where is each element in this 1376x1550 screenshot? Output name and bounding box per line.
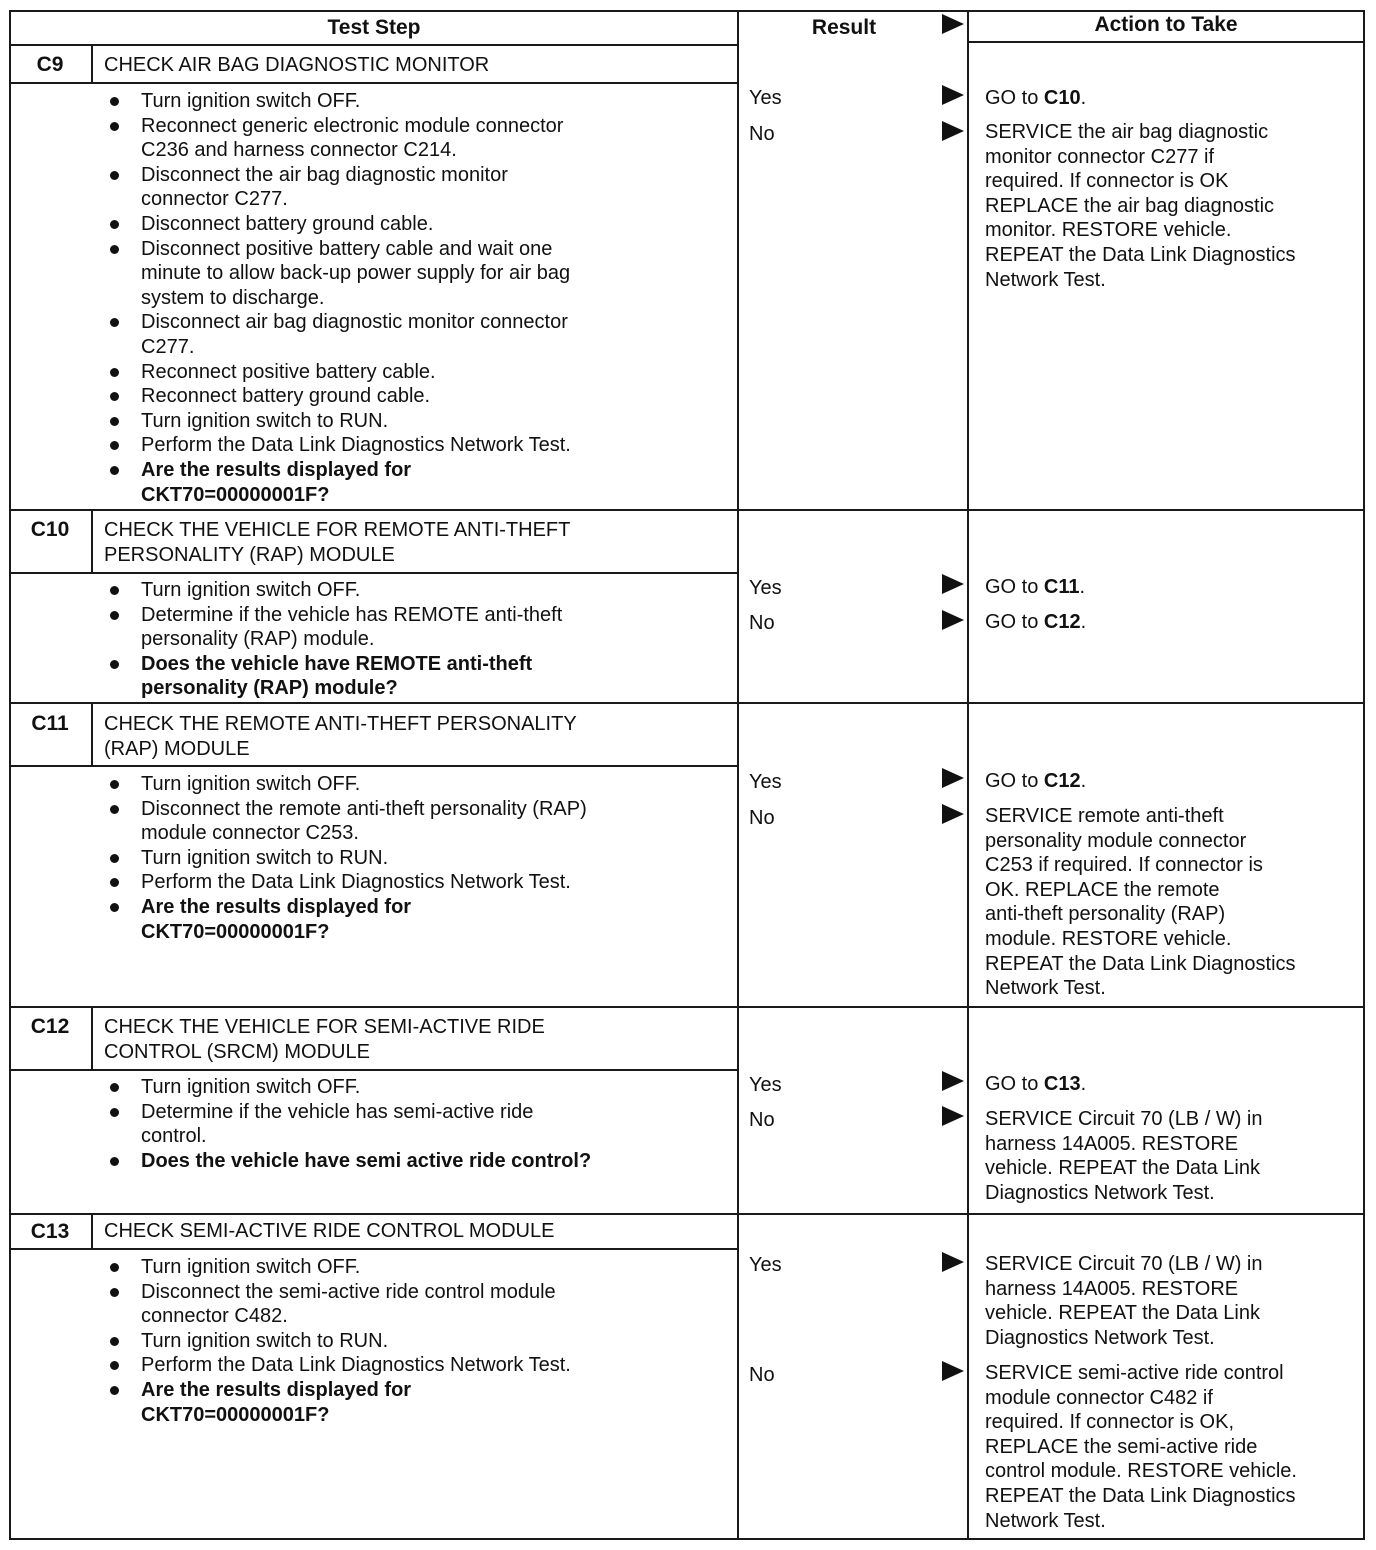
- action-yes: SERVICE Circuit 70 (LB / W) in harness 14A005. RESTORE vehicle. REPEAT the Data Link Diagnostics Network Test.: [985, 1253, 1263, 1349]
- arrow-icon: [942, 610, 964, 630]
- list-item: Disconnect the air bag diagnostic monitor connector C277.: [102, 163, 571, 212]
- arrow-icon: [942, 85, 964, 105]
- arrow-icon: [942, 574, 964, 594]
- bullet-icon: [110, 1083, 119, 1092]
- rule-line: [9, 702, 1365, 704]
- list-item: Disconnect the semi-active ride control module connector C482.: [102, 1280, 571, 1329]
- bullet-icon: [110, 122, 119, 131]
- step-bullets: [102, 1075, 591, 1173]
- bullet-icon: [110, 805, 119, 814]
- arrow-icon: [942, 768, 964, 788]
- rule-line: [9, 572, 739, 574]
- step-id: C13: [30, 1220, 70, 1243]
- step-title: CHECK AIR BAG DIAGNOSTIC MONITOR: [104, 54, 490, 76]
- list-item: Turn ignition switch OFF.: [102, 89, 571, 114]
- rule-line: [9, 1538, 1365, 1540]
- list-item: Determine if the vehicle has semi-active ride control.: [102, 1100, 591, 1149]
- step-id: C9: [36, 53, 64, 76]
- result-no: No: [749, 123, 775, 145]
- result-yes: Yes: [749, 1254, 782, 1276]
- arrow-icon: [942, 804, 964, 824]
- list-item: Reconnect positive battery cable.: [102, 360, 571, 385]
- bullet-icon: [110, 854, 119, 863]
- bullet-icon: [110, 97, 119, 106]
- bullet-icon: [110, 245, 119, 254]
- bullet-icon: [110, 1361, 119, 1370]
- result-yes: Yes: [749, 771, 782, 793]
- rule-line: [9, 10, 1365, 12]
- step-id: C11: [31, 712, 69, 735]
- list-item: Turn ignition switch OFF.: [102, 772, 587, 797]
- header-result: Result: [811, 16, 877, 39]
- rule-line: [9, 82, 739, 84]
- step-title: CHECK THE VEHICLE FOR REMOTE ANTI-THEFT PERSONALITY (RAP) MODULE: [104, 519, 571, 566]
- rule-line: [9, 1069, 739, 1071]
- rule-line: [737, 10, 739, 1540]
- action-yes: GO to C13.: [985, 1073, 1087, 1095]
- rule-line: [91, 1006, 93, 1070]
- rule-line: [91, 702, 93, 766]
- rule-line: [9, 509, 1365, 511]
- list-item: Disconnect positive battery cable and wait one minute to allow back-up power supply for air bag system to discharge.: [102, 237, 571, 311]
- action-no: SERVICE remote anti-theft personality module connector C253 if required. If connector is OK. REPLACE the remote anti-theft personality (RAP) module. RESTORE vehicle. REPEAT the Data Link Diagnostics Network Test.: [985, 805, 1296, 1000]
- bullet-icon: [110, 318, 119, 327]
- rule-line: [9, 765, 739, 767]
- step-id: C12: [30, 1015, 70, 1038]
- list-item: Turn ignition switch OFF.: [102, 1075, 591, 1100]
- action-no: SERVICE semi-active ride control module connector C482 if required. If connector is OK, REPLACE the semi-active ride control module. RESTORE vehicle. REPEAT the Data Link Diagnostics Network Test.: [985, 1362, 1297, 1532]
- header-action: Action to Take: [1094, 13, 1238, 36]
- bullet-icon: [110, 1108, 119, 1117]
- bullet-icon: [110, 171, 119, 180]
- step-bullets: [102, 578, 562, 701]
- bullet-icon: [110, 878, 119, 887]
- bullet-icon: [110, 368, 119, 377]
- list-item: Perform the Data Link Diagnostics Network Test.: [102, 433, 571, 458]
- list-item: Turn ignition switch to RUN.: [102, 1329, 571, 1354]
- action-yes: GO to C12.: [985, 770, 1087, 792]
- bullet-icon: [110, 441, 119, 450]
- list-item: Disconnect air bag diagnostic monitor connector C277.: [102, 310, 571, 359]
- bullet-icon: [110, 780, 119, 789]
- question-item: Are the results displayed for CKT70=00000001F?: [102, 458, 571, 507]
- bullet-icon: [110, 1337, 119, 1346]
- list-item: Turn ignition switch to RUN.: [102, 409, 571, 434]
- step-bullets: [102, 1255, 571, 1427]
- step-bullets: [102, 89, 571, 507]
- action-no: SERVICE the air bag diagnostic monitor connector C277 if required. If connector is OK REPLACE the air bag diagnostic monitor. RESTORE vehicle. REPEAT the Data Link Diagnostics Network Test.: [985, 121, 1296, 291]
- result-no: No: [749, 1364, 775, 1386]
- question-item: Does the vehicle have semi active ride control?: [102, 1149, 591, 1174]
- list-item: Perform the Data Link Diagnostics Network Test.: [102, 870, 587, 895]
- bullet-icon: [110, 1386, 119, 1395]
- result-no: No: [749, 612, 775, 634]
- rule-line: [91, 509, 93, 573]
- arrow-icon: [942, 1361, 964, 1381]
- rule-line: [91, 44, 93, 82]
- bullet-icon: [110, 392, 119, 401]
- list-item: Turn ignition switch OFF.: [102, 1255, 571, 1280]
- result-yes: Yes: [749, 577, 782, 599]
- rule-line: [967, 10, 969, 1540]
- list-item: Disconnect the remote anti-theft personality (RAP) module connector C253.: [102, 797, 587, 846]
- rule-line: [9, 1213, 1365, 1215]
- bullet-icon: [110, 1157, 119, 1166]
- question-item: Are the results displayed for CKT70=00000001F?: [102, 895, 587, 944]
- list-item: Turn ignition switch OFF.: [102, 578, 562, 603]
- bullet-icon: [110, 611, 119, 620]
- result-no: No: [749, 807, 775, 829]
- arrow-icon: [942, 1252, 964, 1272]
- question-item: Does the vehicle have REMOTE anti-theft personality (RAP) module?: [102, 652, 562, 701]
- rule-line: [967, 41, 1365, 43]
- bullet-icon: [110, 1263, 119, 1272]
- step-title: CHECK THE VEHICLE FOR SEMI-ACTIVE RIDE CONTROL (SRCM) MODULE: [104, 1016, 545, 1063]
- bullet-icon: [110, 466, 119, 475]
- step-bullets: [102, 772, 587, 944]
- bullet-icon: [110, 660, 119, 669]
- result-yes: Yes: [749, 87, 782, 109]
- arrow-icon: [942, 121, 964, 141]
- bullet-icon: [110, 1288, 119, 1297]
- list-item: Perform the Data Link Diagnostics Network Test.: [102, 1353, 571, 1378]
- rule-line: [9, 1006, 1365, 1008]
- step-id: C10: [30, 518, 70, 541]
- list-item: Reconnect battery ground cable.: [102, 384, 571, 409]
- question-item: Are the results displayed for CKT70=00000001F?: [102, 1378, 571, 1427]
- action-yes: GO to C11.: [985, 576, 1086, 598]
- rule-line: [9, 10, 11, 1540]
- rule-line: [9, 44, 739, 46]
- step-title: CHECK SEMI-ACTIVE RIDE CONTROL MODULE: [104, 1220, 555, 1242]
- header-test-step: Test Step: [327, 16, 421, 39]
- action-no: GO to C12.: [985, 611, 1087, 633]
- step-title: CHECK THE REMOTE ANTI-THEFT PERSONALITY (RAP) MODULE: [104, 713, 577, 760]
- bullet-icon: [110, 586, 119, 595]
- rule-line: [91, 1213, 93, 1250]
- list-item: Determine if the vehicle has REMOTE anti-theft personality (RAP) module.: [102, 603, 562, 652]
- bullet-icon: [110, 903, 119, 912]
- arrow-icon: [942, 1071, 964, 1091]
- list-item: Disconnect battery ground cable.: [102, 212, 571, 237]
- arrow-icon: [942, 1106, 964, 1126]
- rule-line: [1363, 10, 1365, 1540]
- result-yes: Yes: [749, 1074, 782, 1096]
- bullet-icon: [110, 220, 119, 229]
- action-no: SERVICE Circuit 70 (LB / W) in harness 14A005. RESTORE vehicle. REPEAT the Data Link Diagnostics Network Test.: [985, 1108, 1263, 1204]
- list-item: Reconnect generic electronic module connector C236 and harness connector C214.: [102, 114, 571, 163]
- arrow-icon: [942, 14, 964, 34]
- bullet-icon: [110, 417, 119, 426]
- list-item: Turn ignition switch to RUN.: [102, 846, 587, 871]
- rule-line: [9, 1248, 739, 1250]
- action-yes: GO to C10.: [985, 87, 1087, 109]
- result-no: No: [749, 1109, 775, 1131]
